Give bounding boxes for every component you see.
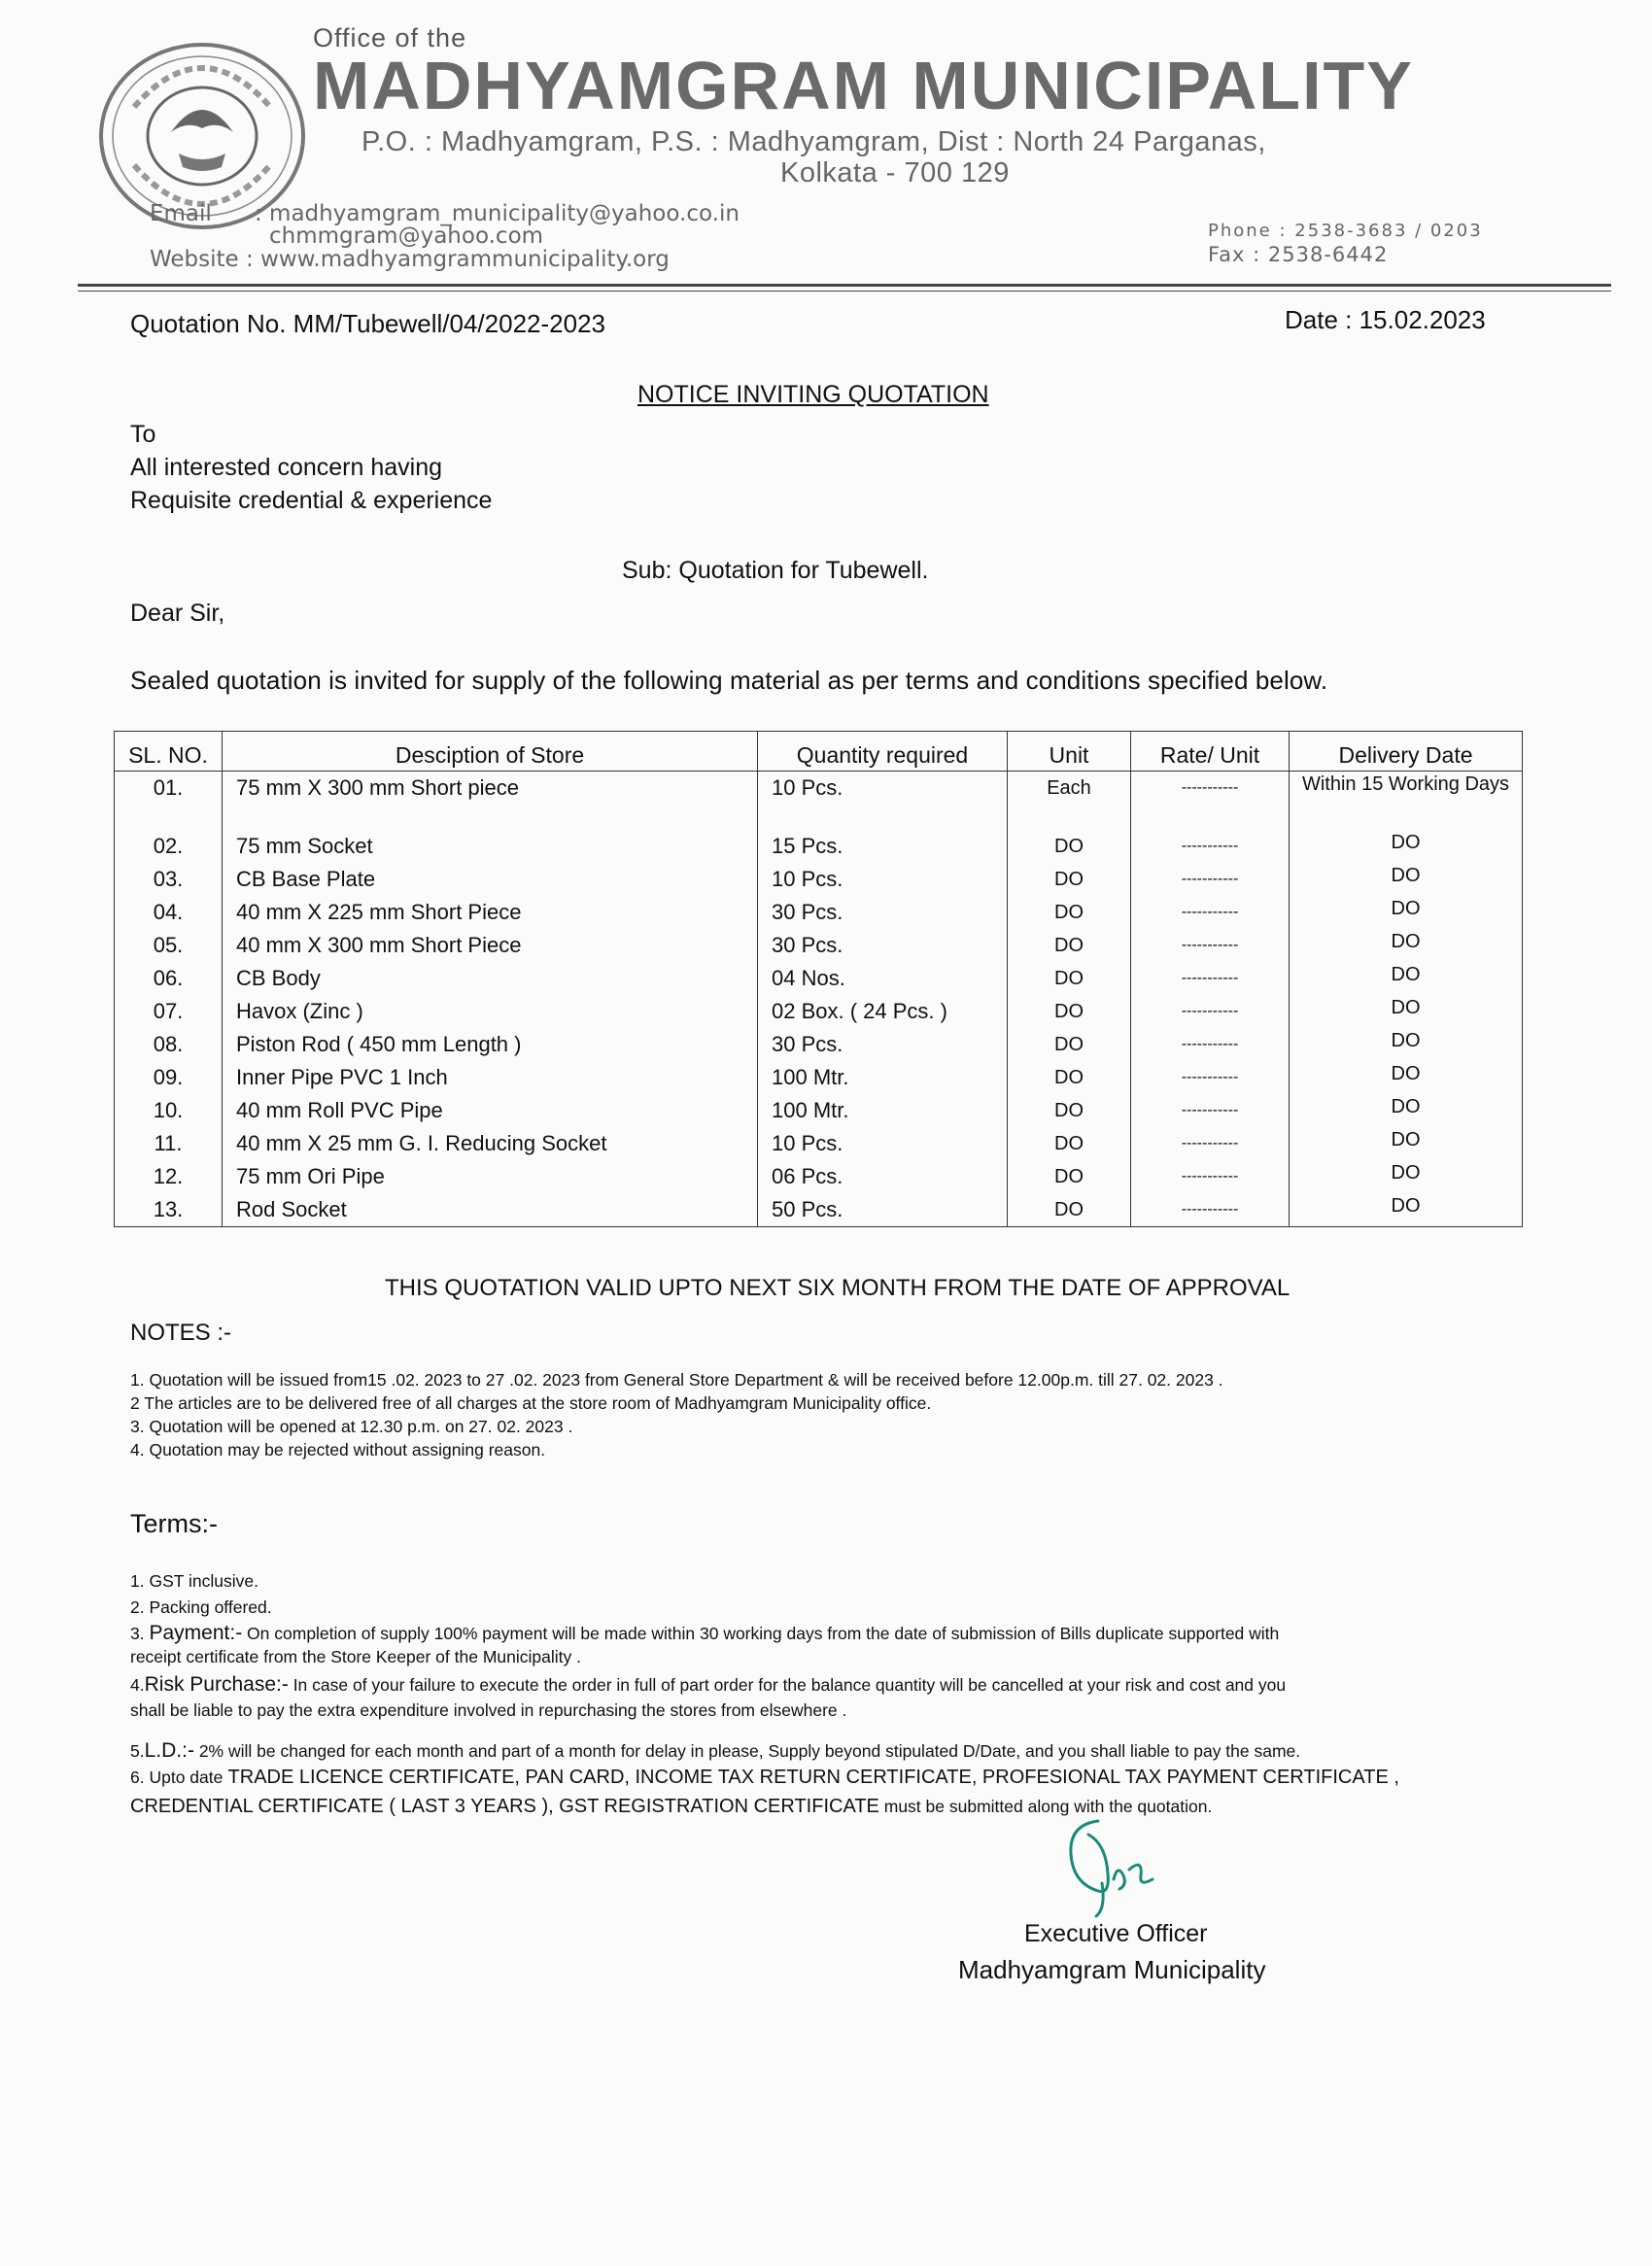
cell-quantity: 10 Pcs. [758, 863, 1008, 896]
cell-rate: ----------- [1131, 995, 1290, 1028]
term-item-continued [130, 1796, 1212, 1818]
cell-delivery: DO [1290, 995, 1523, 1028]
cell-unit: DO [1008, 1127, 1131, 1160]
cell-sl: 01. [115, 772, 223, 831]
quotation-number: Quotation No. MM/Tubewell/04/2022-2023 [130, 309, 605, 338]
phone-number: : 2538-3683 / 0203 [1279, 221, 1483, 241]
term-item: 2. Packing offered. [130, 1597, 272, 1617]
cell-sl: 04. [115, 896, 223, 929]
table-row [115, 1127, 1523, 1160]
table-row [115, 896, 1523, 929]
addressee-line-2: All interested concern having [130, 454, 443, 481]
cell-description: CB Body [223, 962, 758, 995]
cell-unit: Each [1008, 772, 1131, 831]
cell-delivery: DO [1290, 896, 1523, 929]
table-row [115, 830, 1523, 863]
term-item-payment [130, 1622, 1279, 1645]
website-url: : www.madhyamgrammunicipality.org [246, 247, 670, 272]
cell-sl: 06. [115, 962, 223, 995]
term-text: On completion of supply 100% payment will be made within 30 working days from the date of submission of Bills duplicate supported with [242, 1624, 1280, 1643]
items-table [114, 731, 1523, 1227]
cell-unit: DO [1008, 830, 1131, 863]
email-primary: : madhyamgram_municipality@yahoo.co.in [255, 201, 740, 226]
email-secondary: chmmgram@yahoo.com [269, 223, 544, 249]
term-text: 2% will be changed for each month and part of a month for delay in please, Supply beyond stipulated D/Date, and you shall liable to pay the same. [193, 1741, 1301, 1761]
cell-delivery: DO [1290, 962, 1523, 995]
cell-description: Rod Socket [223, 1193, 758, 1227]
cell-delivery: DO [1290, 1094, 1523, 1127]
table-row [115, 995, 1523, 1028]
cell-unit: DO [1008, 962, 1131, 995]
cell-quantity: 100 Mtr. [758, 1094, 1008, 1127]
address-line-1: P.O. : Madhyamgram, P.S. : Madhyamgram, Dist : North 24 Parganas, [361, 126, 1266, 157]
cell-description: 40 mm Roll PVC Pipe [223, 1094, 758, 1127]
document-date: Date : 15.02.2023 [1285, 305, 1486, 334]
term-label: Risk Purchase:- [144, 1673, 289, 1696]
term-number: 6. Upto date [130, 1768, 224, 1787]
col-header-description: Desciption of Store [223, 732, 758, 772]
municipality-name: MADHYAMGRAM MUNICIPALITY [313, 48, 1414, 123]
cell-rate: ----------- [1131, 1061, 1290, 1094]
cell-unit: DO [1008, 929, 1131, 962]
email-label: Email [150, 201, 212, 226]
fax-label: Fax [1208, 243, 1246, 266]
col-header-sl: SL. NO. [115, 732, 223, 772]
fax-row [1208, 243, 1388, 266]
office-of-label: Office of the [313, 23, 467, 52]
note-item: 3. Quotation will be opened at 12.30 p.m. on 27. 02. 2023 . [130, 1417, 573, 1436]
cell-sl: 05. [115, 929, 223, 962]
cell-rate: ----------- [1131, 1028, 1290, 1061]
cell-sl: 09. [115, 1061, 223, 1094]
cell-quantity: 10 Pcs. [758, 1127, 1008, 1160]
term-label: L.D.:- [144, 1739, 194, 1762]
cell-rate: ----------- [1131, 962, 1290, 995]
note-item: 4. Quotation may be rejected without assigning reason. [130, 1440, 546, 1459]
term-text: In case of your failure to execute the order in full of part order for the balance quantity will be cancelled at your risk and cost and you [288, 1675, 1287, 1695]
cell-description: Inner Pipe PVC 1 Inch [223, 1061, 758, 1094]
addressee-line-1: To [130, 421, 156, 448]
address-line-2: Kolkata - 700 129 [780, 157, 1010, 189]
letterhead-rule-thick [78, 284, 1611, 287]
cell-quantity: 06 Pcs. [758, 1160, 1008, 1193]
term-text: must be submitted along with the quotation. [878, 1797, 1213, 1816]
cell-unit: DO [1008, 1094, 1131, 1127]
cell-description: CB Base Plate [223, 863, 758, 896]
table-row [115, 1061, 1523, 1094]
cell-delivery: DO [1290, 863, 1523, 896]
cell-rate: ----------- [1131, 929, 1290, 962]
table-row [115, 929, 1523, 962]
signatory-organization: Madhyamgram Municipality [958, 1955, 1266, 1984]
cell-delivery: DO [1290, 1061, 1523, 1094]
cell-unit: DO [1008, 896, 1131, 929]
cell-unit: DO [1008, 1028, 1131, 1061]
term-item-documents [130, 1767, 1399, 1789]
cell-rate: ----------- [1131, 863, 1290, 896]
validity-statement: THIS QUOTATION VALID UPTO NEXT SIX MONTH FROM THE DATE OF APPROVAL [385, 1275, 1291, 1301]
col-header-rate: Rate/ Unit [1131, 732, 1290, 772]
terms-heading: Terms:- [130, 1509, 218, 1538]
term-item-risk-purchase [130, 1673, 1286, 1697]
term-item-ld [130, 1739, 1300, 1763]
salutation: Dear Sir, [130, 600, 225, 627]
note-item: 2 The articles are to be delivered free of all charges at the store room of Madhyamgram Municipality office. [130, 1393, 932, 1413]
addressee-line-3: Requisite credential & experience [130, 487, 493, 514]
cell-quantity: 30 Pcs. [758, 896, 1008, 929]
handwritten-signature [1059, 1815, 1166, 1920]
cell-rate: ----------- [1131, 1160, 1290, 1193]
cell-delivery: DO [1290, 830, 1523, 863]
cell-delivery: DO [1290, 1028, 1523, 1061]
note-item: 1. Quotation will be issued from15 .02. 2023 to 27 .02. 2023 from General Store Department & will be received before 12.00p.m. till 27. 02. 2023 . [130, 1370, 1223, 1390]
cell-sl: 03. [115, 863, 223, 896]
table-row [115, 962, 1523, 995]
table-row [115, 1193, 1523, 1227]
cell-rate: ----------- [1131, 1127, 1290, 1160]
col-header-unit: Unit [1008, 732, 1131, 772]
cell-sl: 12. [115, 1160, 223, 1193]
cell-description: 75 mm Socket [223, 830, 758, 863]
cell-rate: ----------- [1131, 772, 1290, 831]
table-header-row [115, 732, 1523, 772]
cell-quantity: 04 Nos. [758, 962, 1008, 995]
col-header-quantity: Quantity required [758, 732, 1008, 772]
notice-heading: NOTICE INVITING QUOTATION [637, 381, 989, 408]
cell-quantity: 30 Pcs. [758, 1028, 1008, 1061]
table-row [115, 863, 1523, 896]
letterhead-rule-thin [78, 291, 1611, 292]
cell-delivery: Within 15 Working Days [1290, 772, 1523, 831]
fax-number: : 2538-6442 [1253, 243, 1389, 266]
cell-description: 40 mm X 300 mm Short Piece [223, 929, 758, 962]
table-row [115, 772, 1523, 831]
cell-rate: ----------- [1131, 1094, 1290, 1127]
cell-quantity: 50 Pcs. [758, 1193, 1008, 1227]
cell-description: 40 mm X 25 mm G. I. Reducing Socket [223, 1127, 758, 1160]
cell-rate: ----------- [1131, 896, 1290, 929]
term-item-continued: receipt certificate from the Store Keeper of the Municipality . [130, 1647, 581, 1666]
cell-quantity: 30 Pcs. [758, 929, 1008, 962]
cell-sl: 10. [115, 1094, 223, 1127]
notes-heading: NOTES :- [130, 1320, 232, 1346]
cell-sl: 11. [115, 1127, 223, 1160]
cell-rate: ----------- [1131, 1193, 1290, 1227]
website-row [150, 247, 670, 272]
phone-label: Phone [1208, 221, 1272, 241]
cell-quantity: 15 Pcs. [758, 830, 1008, 863]
cell-description: Piston Rod ( 450 mm Length ) [223, 1028, 758, 1061]
cell-sl: 13. [115, 1193, 223, 1227]
cell-delivery: DO [1290, 929, 1523, 962]
subject-line: Sub: Quotation for Tubewell. [622, 557, 929, 584]
cell-unit: DO [1008, 1193, 1131, 1227]
cell-quantity: 02 Box. ( 24 Pcs. ) [758, 995, 1008, 1028]
cell-description: 40 mm X 225 mm Short Piece [223, 896, 758, 929]
cell-sl: 02. [115, 830, 223, 863]
col-header-delivery: Delivery Date [1290, 732, 1523, 772]
cell-unit: DO [1008, 1160, 1131, 1193]
term-number: 3. [130, 1624, 145, 1643]
cell-description: Havox (Zinc ) [223, 995, 758, 1028]
term-item-continued: shall be liable to pay the extra expenditure involved in repurchasing the stores from elsewhere . [130, 1700, 847, 1720]
cell-description: 75 mm Ori Pipe [223, 1160, 758, 1193]
cell-quantity: 100 Mtr. [758, 1061, 1008, 1094]
term-number: 5. [130, 1741, 145, 1761]
table-row [115, 1094, 1523, 1127]
phone-row [1208, 221, 1483, 241]
cell-unit: DO [1008, 863, 1131, 896]
cell-rate: ----------- [1131, 830, 1290, 863]
cell-unit: DO [1008, 1061, 1131, 1094]
cell-sl: 08. [115, 1028, 223, 1061]
term-number: 4. [130, 1675, 145, 1695]
cell-sl: 07. [115, 995, 223, 1028]
signatory-title: Executive Officer [1024, 1920, 1208, 1947]
term-item: 1. GST inclusive. [130, 1571, 258, 1591]
term-text-caps: TRADE LICENCE CERTIFICATE, PAN CARD, INCOME TAX RETURN CERTIFICATE, PROFESIONAL TAX PAYMENT CERTIFICATE , [223, 1767, 1399, 1788]
intro-paragraph: Sealed quotation is invited for supply of the following material as per terms and conditions specified below. [130, 666, 1328, 695]
cell-delivery: DO [1290, 1127, 1523, 1160]
website-label: Website [150, 247, 239, 272]
cell-delivery: DO [1290, 1160, 1523, 1193]
table-row [115, 1028, 1523, 1061]
cell-description: 75 mm X 300 mm Short piece [223, 772, 758, 831]
cell-unit: DO [1008, 995, 1131, 1028]
cell-quantity: 10 Pcs. [758, 772, 1008, 831]
cell-delivery: DO [1290, 1193, 1523, 1227]
term-label: Payment:- [149, 1622, 243, 1644]
table-row [115, 1160, 1523, 1193]
term-text-caps: CREDENTIAL CERTIFICATE ( LAST 3 YEARS ), GST REGISTRATION CERTIFICATE [130, 1796, 879, 1817]
